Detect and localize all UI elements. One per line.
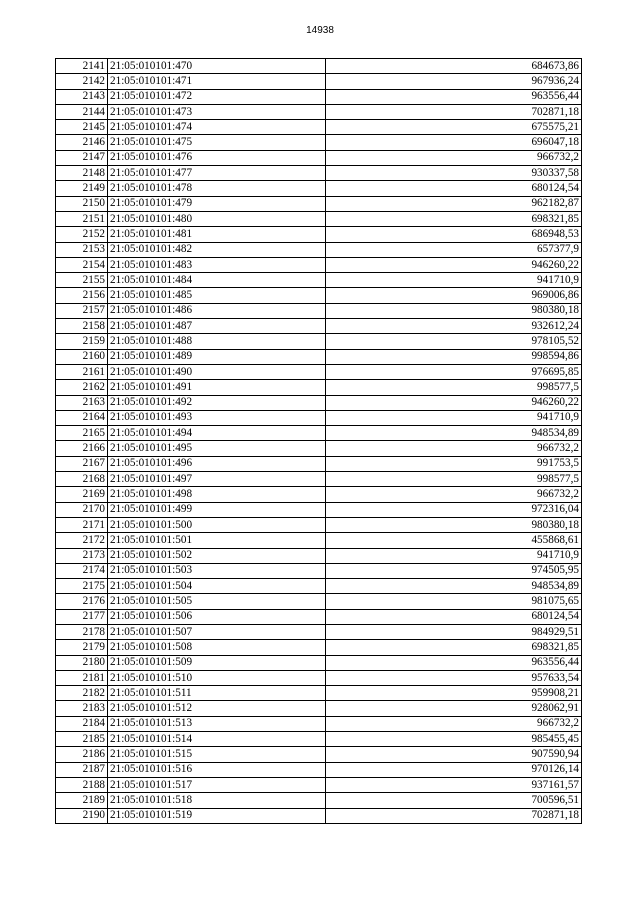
row-number-cell: 2143 [56,89,108,104]
table-row [56,74,582,89]
table-row [56,502,582,517]
row-number-cell: 2174 [56,563,108,578]
table-row [56,364,582,379]
row-number-cell: 2166 [56,441,108,456]
table-row [56,594,582,609]
cadastral-number-cell: 21:05:010101:502 [108,548,326,563]
row-number-cell: 2147 [56,150,108,165]
table-row [56,472,582,487]
cadastral-number-cell: 21:05:010101:476 [108,150,326,165]
row-number-cell: 2154 [56,257,108,272]
table-row [56,487,582,502]
row-number-cell: 2146 [56,135,108,150]
cadastral-value-cell: 970126,14 [326,762,582,777]
table-row [56,150,582,165]
table-row [56,609,582,624]
row-number-cell: 2164 [56,410,108,425]
row-number-cell: 2185 [56,732,108,747]
row-number-cell: 2162 [56,380,108,395]
cadastral-value-cell: 702871,18 [326,808,582,823]
cadastral-value-cell: 455868,61 [326,533,582,548]
row-number-cell: 2172 [56,533,108,548]
table-row [56,579,582,594]
cadastral-value-cell: 948534,89 [326,579,582,594]
cadastral-value-cell: 698321,85 [326,211,582,226]
cadastral-number-cell: 21:05:010101:516 [108,762,326,777]
cadastral-value-cell: 948534,89 [326,426,582,441]
row-number-cell: 2179 [56,640,108,655]
cadastral-number-cell: 21:05:010101:488 [108,334,326,349]
row-number-cell: 2151 [56,211,108,226]
cadastral-value-cell: 980380,18 [326,517,582,532]
cadastral-number-cell: 21:05:010101:501 [108,533,326,548]
table-row [56,211,582,226]
cadastral-value-cell: 932612,24 [326,319,582,334]
table-row [56,135,582,150]
cadastral-value-cell: 998577,5 [326,472,582,487]
row-number-cell: 2183 [56,701,108,716]
table-row [56,89,582,104]
cadastral-number-cell: 21:05:010101:486 [108,303,326,318]
row-number-cell: 2186 [56,747,108,762]
cadastral-number-cell: 21:05:010101:511 [108,686,326,701]
cadastral-number-cell: 21:05:010101:507 [108,624,326,639]
cadastral-number-cell: 21:05:010101:514 [108,732,326,747]
cadastral-value-cell: 957633,54 [326,670,582,685]
table-row [56,747,582,762]
table-row [56,533,582,548]
cadastral-value-cell: 963556,44 [326,655,582,670]
cadastral-number-cell: 21:05:010101:503 [108,563,326,578]
cadastral-number-cell: 21:05:010101:513 [108,716,326,731]
row-number-cell: 2155 [56,273,108,288]
table-row [56,257,582,272]
cadastral-number-cell: 21:05:010101:519 [108,808,326,823]
row-number-cell: 2177 [56,609,108,624]
table-row [56,380,582,395]
cadastral-number-cell: 21:05:010101:518 [108,793,326,808]
row-number-cell: 2176 [56,594,108,609]
cadastral-value-cell: 946260,22 [326,395,582,410]
table-row [56,624,582,639]
cadastral-value-cell: 696047,18 [326,135,582,150]
cadastral-value-cell: 981075,65 [326,594,582,609]
cadastral-number-cell: 21:05:010101:487 [108,319,326,334]
cadastral-number-cell: 21:05:010101:497 [108,472,326,487]
cadastral-number-cell: 21:05:010101:470 [108,59,326,74]
table-row [56,120,582,135]
cadastral-value-cell: 698321,85 [326,640,582,655]
cadastral-value-cell: 657377,9 [326,242,582,257]
row-number-cell: 2181 [56,670,108,685]
cadastral-value-cell: 966732,2 [326,716,582,731]
table-row [56,426,582,441]
cadastral-number-cell: 21:05:010101:498 [108,487,326,502]
table-row [56,670,582,685]
table-row [56,104,582,119]
cadastral-value-cell: 984929,51 [326,624,582,639]
cadastral-value-cell: 686948,53 [326,227,582,242]
table-row [56,395,582,410]
row-number-cell: 2148 [56,166,108,181]
cadastral-value-cell: 969006,86 [326,288,582,303]
cadastral-number-cell: 21:05:010101:477 [108,166,326,181]
row-number-cell: 2163 [56,395,108,410]
table-row [56,517,582,532]
cadastral-value-cell: 966732,2 [326,441,582,456]
row-number-cell: 2180 [56,655,108,670]
cadastral-number-cell: 21:05:010101:478 [108,181,326,196]
row-number-cell: 2175 [56,579,108,594]
table-row [56,242,582,257]
cadastral-value-cell: 700596,51 [326,793,582,808]
row-number-cell: 2167 [56,456,108,471]
cadastral-value-cell: 946260,22 [326,257,582,272]
row-number-cell: 2189 [56,793,108,808]
cadastral-number-cell: 21:05:010101:495 [108,441,326,456]
row-number-cell: 2160 [56,349,108,364]
cadastral-value-cell: 967936,24 [326,74,582,89]
row-number-cell: 2171 [56,517,108,532]
cadastral-value-cell: 980380,18 [326,303,582,318]
row-number-cell: 2144 [56,104,108,119]
cadastral-value-cell: 680124,54 [326,181,582,196]
cadastral-number-cell: 21:05:010101:491 [108,380,326,395]
cadastral-number-cell: 21:05:010101:483 [108,257,326,272]
row-number-cell: 2184 [56,716,108,731]
cadastral-value-cell: 972316,04 [326,502,582,517]
row-number-cell: 2173 [56,548,108,563]
cadastral-value-cell: 963556,44 [326,89,582,104]
table-row [56,640,582,655]
cadastral-value-cell: 985455,45 [326,732,582,747]
cadastral-value-cell: 978105,52 [326,334,582,349]
cadastral-number-cell: 21:05:010101:499 [108,502,326,517]
cadastral-number-cell: 21:05:010101:504 [108,579,326,594]
table-row [56,793,582,808]
row-number-cell: 2142 [56,74,108,89]
table-row [56,196,582,211]
cadastral-number-cell: 21:05:010101:490 [108,364,326,379]
row-number-cell: 2145 [56,120,108,135]
cadastral-value-cell: 998577,5 [326,380,582,395]
cadastral-value-cell: 680124,54 [326,609,582,624]
cadastral-value-cell: 937161,57 [326,777,582,792]
table-row [56,59,582,74]
cadastral-number-cell: 21:05:010101:500 [108,517,326,532]
cadastral-number-cell: 21:05:010101:496 [108,456,326,471]
cadastral-number-cell: 21:05:010101:480 [108,211,326,226]
cadastral-value-cell: 959908,21 [326,686,582,701]
row-number-cell: 2159 [56,334,108,349]
cadastral-value-cell: 966732,2 [326,487,582,502]
table-row [56,319,582,334]
table-row [56,181,582,196]
table-row [56,288,582,303]
cadastral-value-cell: 702871,18 [326,104,582,119]
cadastral-number-cell: 21:05:010101:473 [108,104,326,119]
row-number-cell: 2178 [56,624,108,639]
cadastral-value-cell: 991753,5 [326,456,582,471]
cadastral-number-cell: 21:05:010101:512 [108,701,326,716]
row-number-cell: 2169 [56,487,108,502]
table-row [56,655,582,670]
cadastral-number-cell: 21:05:010101:481 [108,227,326,242]
table-row [56,227,582,242]
row-number-cell: 2165 [56,426,108,441]
row-number-cell: 2141 [56,59,108,74]
table-row [56,548,582,563]
table-row [56,334,582,349]
table-body [56,59,582,824]
cadastral-number-cell: 21:05:010101:493 [108,410,326,425]
table-row [56,563,582,578]
cadastral-number-cell: 21:05:010101:479 [108,196,326,211]
page-number: 14938 [306,25,334,36]
table-row [56,273,582,288]
table-row [56,166,582,181]
cadastral-number-cell: 21:05:010101:506 [108,609,326,624]
row-number-cell: 2182 [56,686,108,701]
row-number-cell: 2153 [56,242,108,257]
table-row [56,716,582,731]
row-number-cell: 2161 [56,364,108,379]
cadastral-value-cell: 998594,86 [326,349,582,364]
table-row [56,441,582,456]
cadastral-number-cell: 21:05:010101:485 [108,288,326,303]
row-number-cell: 2168 [56,472,108,487]
cadastral-number-cell: 21:05:010101:489 [108,349,326,364]
cadastral-number-cell: 21:05:010101:515 [108,747,326,762]
cadastral-value-cell: 684673,86 [326,59,582,74]
cadastral-value-cell: 966732,2 [326,150,582,165]
table-row [56,303,582,318]
cadastral-number-cell: 21:05:010101:510 [108,670,326,685]
cadastral-value-cell: 928062,91 [326,701,582,716]
cadastral-number-cell: 21:05:010101:494 [108,426,326,441]
row-number-cell: 2188 [56,777,108,792]
cadastral-value-cell: 930337,58 [326,166,582,181]
cadastral-value-cell: 974505,95 [326,563,582,578]
cadastral-number-cell: 21:05:010101:471 [108,74,326,89]
row-number-cell: 2149 [56,181,108,196]
row-number-cell: 2158 [56,319,108,334]
row-number-cell: 2157 [56,303,108,318]
cadastral-number-cell: 21:05:010101:505 [108,594,326,609]
table-row [56,456,582,471]
cadastral-number-cell: 21:05:010101:474 [108,120,326,135]
table-row [56,732,582,747]
cadastral-number-cell: 21:05:010101:509 [108,655,326,670]
table-row [56,349,582,364]
row-number-cell: 2170 [56,502,108,517]
cadastral-number-cell: 21:05:010101:472 [108,89,326,104]
cadastral-value-cell: 941710,9 [326,410,582,425]
row-number-cell: 2152 [56,227,108,242]
row-number-cell: 2190 [56,808,108,823]
cadastral-number-cell: 21:05:010101:508 [108,640,326,655]
parcel-value-table [55,58,582,824]
cadastral-number-cell: 21:05:010101:492 [108,395,326,410]
row-number-cell: 2187 [56,762,108,777]
table-row [56,686,582,701]
table-row [56,410,582,425]
table-row [56,701,582,716]
table-row [56,808,582,823]
cadastral-value-cell: 962182,87 [326,196,582,211]
table-row [56,762,582,777]
cadastral-value-cell: 976695,85 [326,364,582,379]
cadastral-value-cell: 907590,94 [326,747,582,762]
cadastral-number-cell: 21:05:010101:484 [108,273,326,288]
row-number-cell: 2150 [56,196,108,211]
cadastral-value-cell: 941710,9 [326,273,582,288]
row-number-cell: 2156 [56,288,108,303]
cadastral-number-cell: 21:05:010101:475 [108,135,326,150]
cadastral-value-cell: 941710,9 [326,548,582,563]
cadastral-value-cell: 675575,21 [326,120,582,135]
table-row [56,777,582,792]
cadastral-number-cell: 21:05:010101:517 [108,777,326,792]
cadastral-number-cell: 21:05:010101:482 [108,242,326,257]
